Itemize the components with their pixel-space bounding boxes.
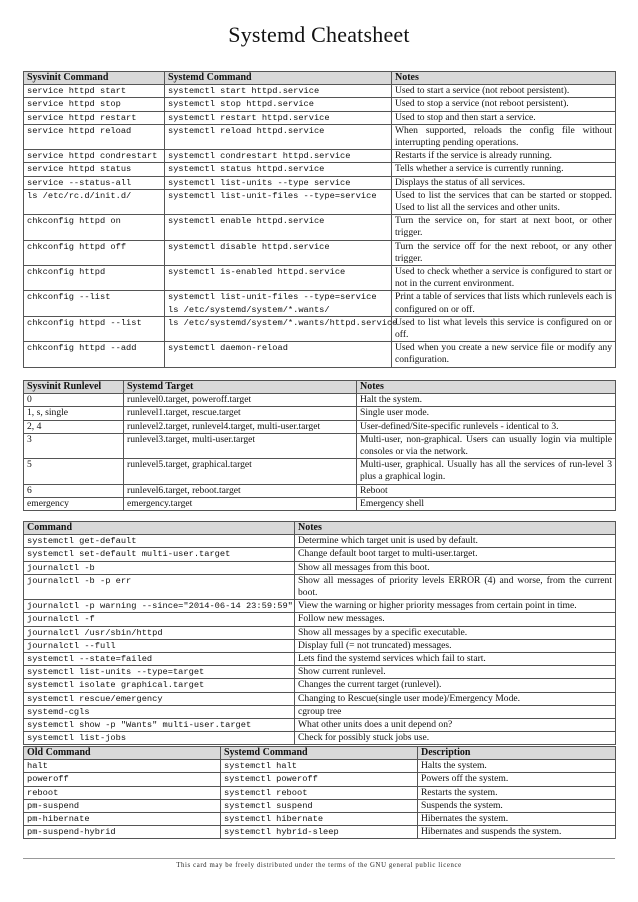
table-row [24, 653, 616, 666]
table-body [24, 394, 616, 511]
table-cell: Turn the service off for the next reboot, or any other trigger. [392, 240, 616, 265]
table-cell: runlevel6.target, reboot.target [124, 484, 357, 497]
page-title: Systemd Cheatsheet [228, 22, 410, 47]
table-cell: halt [24, 760, 221, 773]
table-cell: Display full (= not truncated) messages. [295, 639, 616, 652]
table-cell: systemctl disable httpd.service [165, 240, 392, 265]
table-cell: ls /etc/rc.d/init.d/ [24, 189, 165, 214]
table-cell: systemctl daemon-reload [165, 342, 392, 367]
table-cell: cgroup tree [295, 705, 616, 718]
table-cell: ls /etc/systemd/system/*.wants/httpd.service [165, 316, 392, 341]
table-cell: When supported, reloads the config file without interrupting pending operations. [392, 124, 616, 149]
column-header: Notes [295, 522, 616, 535]
table-cell: Used to check whether a service is configured to start or not in the current environment. [392, 266, 616, 291]
table-row [24, 535, 616, 548]
table-cell: Displays the status of all services. [392, 176, 616, 189]
column-header: Notes [357, 381, 616, 394]
table-cell: emergency.target [124, 497, 357, 510]
table-cell: runlevel3.target, multi-user.target [124, 433, 357, 458]
table-row [24, 826, 616, 839]
table-cell: 3 [24, 433, 124, 458]
table-cell: systemctl list-jobs [24, 732, 295, 745]
table-cell: service httpd reload [24, 124, 165, 149]
table-cell: service httpd stop [24, 98, 165, 111]
footer-license: This card may be freely distributed under the terms of the GNU general public licence [176, 862, 462, 869]
table-cell: 2, 4 [24, 420, 124, 433]
table-cell: pm-suspend-hybrid [24, 826, 221, 839]
table-row [24, 799, 616, 812]
misc-commands-table [23, 521, 616, 745]
table-cell: Determine which target unit is used by default. [295, 535, 616, 548]
table-row [24, 732, 616, 745]
table-cell: pm-suspend [24, 799, 221, 812]
table-row [24, 342, 616, 367]
table-row [24, 561, 616, 574]
table-row [24, 813, 616, 826]
table-cell: chkconfig --list [24, 291, 165, 316]
table-cell: Used to start a service (not reboot persistent). [392, 85, 616, 98]
table-cell: Tells whether a service is currently running. [392, 163, 616, 176]
table-cell: pm-hibernate [24, 813, 221, 826]
table-header-row [24, 72, 616, 85]
table-cell: systemctl rescue/emergency [24, 692, 295, 705]
table-row [24, 484, 616, 497]
table-cell: Used to list the services that can be started or stopped. Used to list all the services and other units. [392, 189, 616, 214]
table-cell: Changing to Rescue(single user mode)/Emergency Mode. [295, 692, 616, 705]
power-commands-table [23, 746, 616, 839]
table-cell: service --status-all [24, 176, 165, 189]
column-header: Old Command [24, 747, 221, 760]
table-cell: journalctl --full [24, 639, 295, 652]
table-row [24, 420, 616, 433]
column-header: Notes [392, 72, 616, 85]
table-body [24, 760, 616, 839]
table-cell: chkconfig httpd [24, 266, 165, 291]
table-cell: Turn the service on, for start at next boot, or other trigger. [392, 215, 616, 240]
table-cell: systemctl list-unit-files --type=service ls /etc/systemd/system/*.wants/ [165, 291, 392, 316]
table-cell: systemctl is-enabled httpd.service [165, 266, 392, 291]
table-cell: Multi-user, graphical. Usually has all the services of run-level 3 plus a graphical login. [357, 459, 616, 484]
table-row [24, 679, 616, 692]
table-cell: 1, s, single [24, 407, 124, 420]
table-cell: runlevel2.target, runlevel4.target, multi-user.target [124, 420, 357, 433]
table-cell: systemctl suspend [221, 799, 418, 812]
table-cell: runlevel1.target, rescue.target [124, 407, 357, 420]
table-cell: chkconfig httpd off [24, 240, 165, 265]
footer-divider [23, 858, 615, 859]
table-cell: service httpd restart [24, 111, 165, 124]
column-header: Command [24, 522, 295, 535]
table-cell: systemctl show -p "Wants" multi-user.target [24, 719, 295, 732]
table-row [24, 407, 616, 420]
column-header: Sysvinit Runlevel [24, 381, 124, 394]
table-row [24, 316, 616, 341]
table-row [24, 705, 616, 718]
table-cell: User-defined/Site-specific runlevels - identical to 3. [357, 420, 616, 433]
table-row [24, 394, 616, 407]
table-cell: emergency [24, 497, 124, 510]
table-body [24, 535, 616, 745]
table-cell: systemctl list-units --type service [165, 176, 392, 189]
table-cell: systemctl stop httpd.service [165, 98, 392, 111]
table-cell: systemctl restart httpd.service [165, 111, 392, 124]
column-header: Systemd Command [165, 72, 392, 85]
table-cell: runlevel0.target, poweroff.target [124, 394, 357, 407]
table-cell: Used to list what levels this service is configured on or off. [392, 316, 616, 341]
table-cell: systemctl start httpd.service [165, 85, 392, 98]
table-row [24, 692, 616, 705]
table-cell: Restarts if the service is already running. [392, 150, 616, 163]
table-cell: service httpd condrestart [24, 150, 165, 163]
table-cell: Used when you create a new service file or modify any configuration. [392, 342, 616, 367]
table-cell: Follow new messages. [295, 613, 616, 626]
table-cell: chkconfig httpd --list [24, 316, 165, 341]
table-cell: journalctl -p warning --since="2014-06-14 23:59:59" [24, 600, 295, 613]
table-row [24, 666, 616, 679]
table-header-row [24, 381, 616, 394]
table-cell: What other units does a unit depend on? [295, 719, 616, 732]
table-cell: systemctl list-units --type=target [24, 666, 295, 679]
table-cell: systemctl set-default multi-user.target [24, 548, 295, 561]
table-row [24, 189, 616, 214]
table-cell: Changes the current target (runlevel). [295, 679, 616, 692]
table-body [24, 85, 616, 367]
table-row [24, 548, 616, 561]
table-row [24, 111, 616, 124]
table-row [24, 291, 616, 316]
table-cell: systemctl list-unit-files --type=service [165, 189, 392, 214]
table-row [24, 459, 616, 484]
table-row [24, 786, 616, 799]
table-cell: systemctl hibernate [221, 813, 418, 826]
table-cell: systemctl condrestart httpd.service [165, 150, 392, 163]
column-header: Description [418, 747, 616, 760]
table-cell: systemctl hybrid-sleep [221, 826, 418, 839]
table-row [24, 215, 616, 240]
table-row [24, 626, 616, 639]
table-cell: chkconfig httpd --add [24, 342, 165, 367]
table-row [24, 240, 616, 265]
table-cell: systemctl halt [221, 760, 418, 773]
table-cell: Restarts the system. [418, 786, 616, 799]
table-cell: runlevel5.target, graphical.target [124, 459, 357, 484]
table-cell: poweroff [24, 773, 221, 786]
table-cell: 5 [24, 459, 124, 484]
table-cell: systemd-cgls [24, 705, 295, 718]
table-cell: systemctl --state=failed [24, 653, 295, 666]
table-row [24, 497, 616, 510]
table-header-row [24, 747, 616, 760]
table-cell: Halt the system. [357, 394, 616, 407]
table-cell: systemctl isolate graphical.target [24, 679, 295, 692]
table-cell: 6 [24, 484, 124, 497]
table-cell: Powers off the system. [418, 773, 616, 786]
table-row [24, 600, 616, 613]
table-cell: View the warning or higher priority messages from certain point in time. [295, 600, 616, 613]
table-cell: Used to stop a service (not reboot persistent). [392, 98, 616, 111]
table-cell: chkconfig httpd on [24, 215, 165, 240]
table-row [24, 639, 616, 652]
table-row [24, 124, 616, 149]
table-cell: systemctl poweroff [221, 773, 418, 786]
table-cell: journalctl -b [24, 561, 295, 574]
table-row [24, 574, 616, 599]
table-cell: Hibernates the system. [418, 813, 616, 826]
table-cell: systemctl reload httpd.service [165, 124, 392, 149]
table-cell: service httpd start [24, 85, 165, 98]
table-row [24, 98, 616, 111]
column-header: Systemd Command [221, 747, 418, 760]
table-row [24, 773, 616, 786]
column-header: Sysvinit Command [24, 72, 165, 85]
runlevel-targets-table [23, 380, 616, 511]
table-cell: reboot [24, 786, 221, 799]
table-cell: Suspends the system. [418, 799, 616, 812]
table-cell: systemctl get-default [24, 535, 295, 548]
table-cell: Halts the system. [418, 760, 616, 773]
table-cell: Print a table of services that lists which runlevels each is configured on or off. [392, 291, 616, 316]
table-cell: journalctl -b -p err [24, 574, 295, 599]
table-cell: Emergency shell [357, 497, 616, 510]
table-row [24, 85, 616, 98]
table-row [24, 719, 616, 732]
table-cell: Multi-user, non-graphical. Users can usually login via multiple consoles or via the network. [357, 433, 616, 458]
table-cell: Single user mode. [357, 407, 616, 420]
table-row [24, 760, 616, 773]
table-cell: Used to stop and then start a service. [392, 111, 616, 124]
service-commands-table [23, 71, 616, 368]
table-cell: systemctl status httpd.service [165, 163, 392, 176]
table-row [24, 176, 616, 189]
table-cell: 0 [24, 394, 124, 407]
table-cell: journalctl -f [24, 613, 295, 626]
table-cell: systemctl enable httpd.service [165, 215, 392, 240]
table-cell: Lets find the systemd services which fail to start. [295, 653, 616, 666]
table-cell: journalctl /usr/sbin/httpd [24, 626, 295, 639]
table-row [24, 163, 616, 176]
table-cell: Show all messages by a specific executable. [295, 626, 616, 639]
table-row [24, 433, 616, 458]
table-cell: Show all messages of priority levels ERROR (4) and worse, from the current boot. [295, 574, 616, 599]
table-header-row [24, 522, 616, 535]
table-cell: Show all messages from this boot. [295, 561, 616, 574]
table-row [24, 266, 616, 291]
table-cell: Reboot [357, 484, 616, 497]
table-cell: systemctl reboot [221, 786, 418, 799]
table-row [24, 150, 616, 163]
table-cell: service httpd status [24, 163, 165, 176]
table-cell: Change default boot target to multi-user.target. [295, 548, 616, 561]
table-cell: Hibernates and suspends the system. [418, 826, 616, 839]
table-cell: Show current runlevel. [295, 666, 616, 679]
table-cell: Check for possibly stuck jobs use. [295, 732, 616, 745]
table-row [24, 613, 616, 626]
column-header: Systemd Target [124, 381, 357, 394]
